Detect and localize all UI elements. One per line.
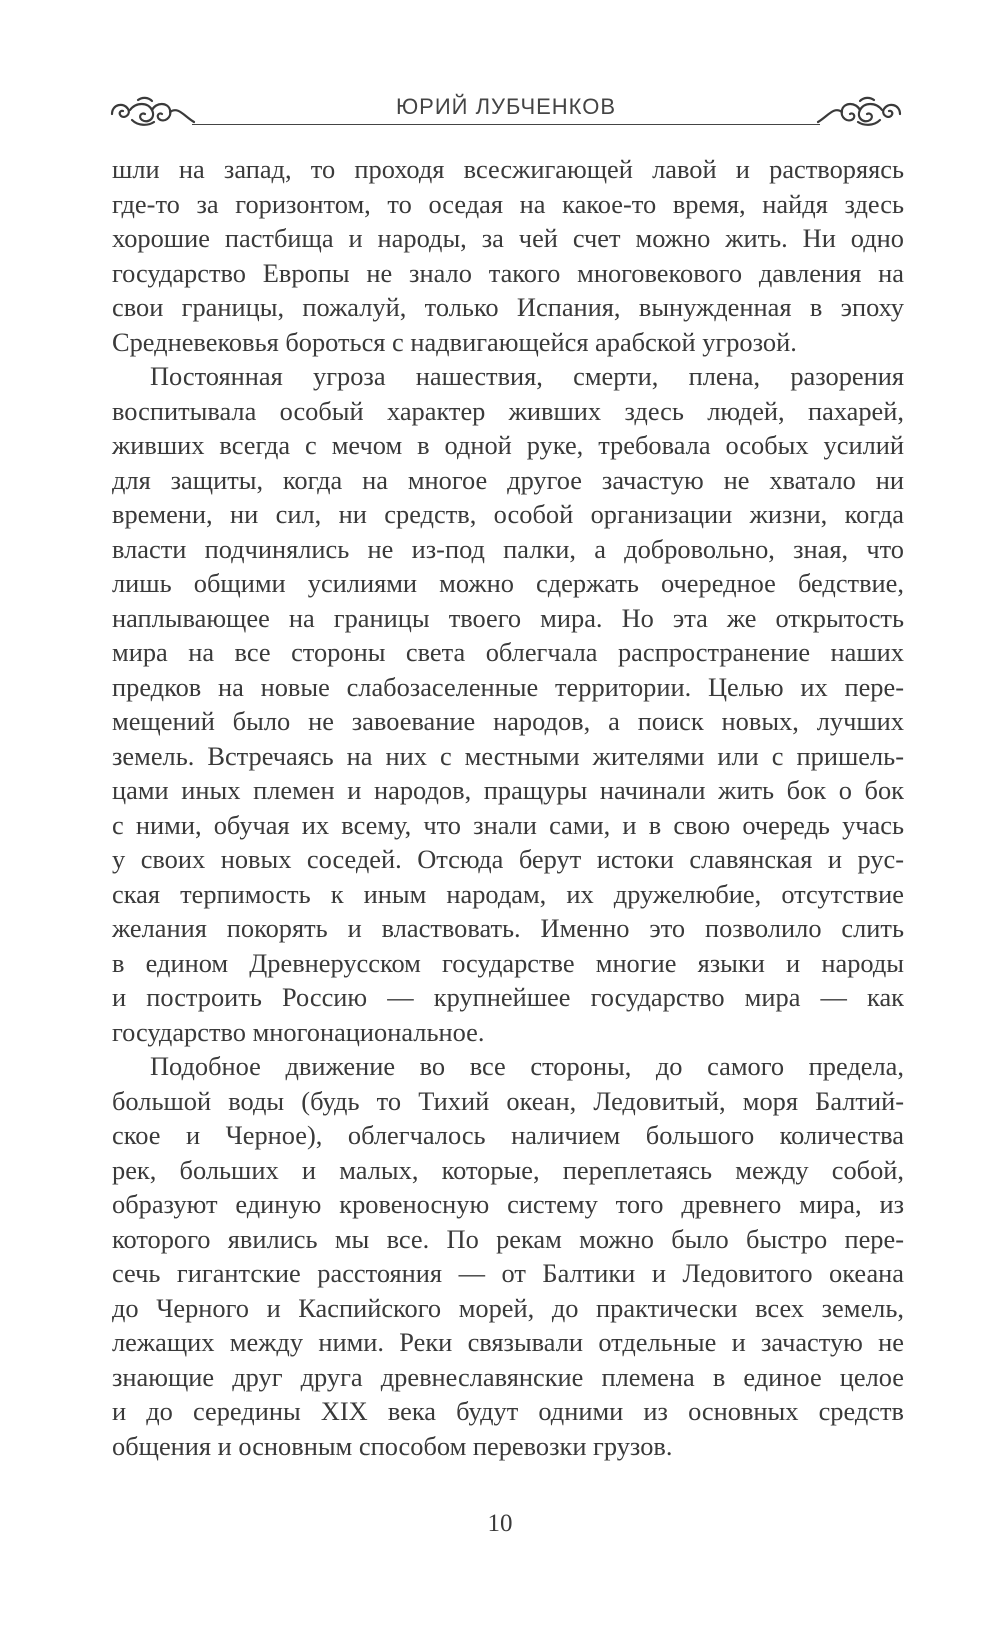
- text-line: Постоянная угроза нашествия, смерти, плена, разорения: [150, 361, 904, 391]
- text-line: предков на новые слабозаселенные территории. Целью их пере-: [112, 671, 904, 702]
- text-line: у своих новых соседей. Отсюда берут истоки славянская и рус-: [112, 844, 904, 874]
- running-head-author: ЮРИЙ ЛУБЧЕНКОВ: [395, 94, 617, 119]
- text-line: которого явились мы все. По рекам можно было быстро пере-: [112, 1223, 904, 1254]
- text-line: желания покорять и властвовать. Именно это позволило слить: [112, 913, 904, 943]
- scroll-ornament-icon: [812, 96, 904, 130]
- text-line: воспитывала особый характер живших здесь людей, пахарей,: [112, 395, 904, 426]
- text-line: рек, больших и малых, которые, переплетаясь между собой,: [112, 1154, 904, 1185]
- text-line: для защиты, когда на многое другое зачастую не хватало ни: [112, 464, 904, 495]
- text-line: мещений было не завоевание народов, а поиск новых, лучших: [112, 706, 904, 736]
- text-line: цами иных племен и народов, пращуры начинали жить бок о бок: [112, 775, 904, 805]
- text-line: времени, ни сил, ни средств, особой организации жизни, когда: [112, 499, 904, 529]
- text-line: ское и Черное), облегчалось наличием большого количества: [112, 1120, 904, 1150]
- text-line: и до середины XIX века будут одними из основных средств: [112, 1396, 904, 1426]
- text-line: власти подчинялись не из-под палки, а добровольно, зная, что: [112, 533, 904, 564]
- text-line: общения и основным способом перевозки грузов.: [112, 1430, 673, 1461]
- text-line: сечь гигантские расстояния — от Балтики и Ледовитого океана: [112, 1258, 904, 1288]
- text-line: наплывающее на границы твоего мира. Но эта же открытость: [112, 602, 904, 633]
- text-line: лежащих между ними. Реки связывали отдельные и зачастую не: [112, 1327, 904, 1357]
- text-line: большой воды (будь то Тихий океан, Ледовитый, моря Балтий-: [112, 1085, 904, 1116]
- running-head: [108, 92, 904, 140]
- text-line: земель. Встречаясь на них с местными жителями или с пришель-: [112, 740, 904, 771]
- text-line: в едином Древнерусском государстве многие языки и народы: [112, 947, 904, 978]
- text-line: шли на запад, то проходя всесжигающей лавой и растворяясь: [112, 154, 904, 184]
- text-line: Средневековья бороться с надвигающейся арабской угрозой.: [112, 326, 797, 357]
- text-line: хорошие пастбища и народы, за чей счет можно жить. Ни одно: [112, 223, 904, 253]
- body-text: [112, 152, 904, 1463]
- text-line: мира на все стороны света облегчала распространение наших: [112, 637, 904, 667]
- text-line: ская терпимость к иным народам, их дружелюбие, отсутствие: [112, 878, 904, 909]
- text-line: лишь общими усилиями можно сдержать очередное бедствие,: [112, 568, 904, 598]
- header-rule: [192, 124, 820, 125]
- text-line: с ними, обучая их всему, что знали сами, и в свою очередь учась: [112, 809, 904, 840]
- text-line: где-то за горизонтом, то оседая на какое-то время, найдя здесь: [112, 188, 904, 219]
- text-line: живших всегда с мечом в одной руке, требовала особых усилий: [112, 430, 904, 460]
- text-line: до Черного и Каспийского морей, до практически всех земель,: [112, 1292, 904, 1323]
- page-number: 10: [487, 1510, 513, 1537]
- text-line: государство многонациональное.: [112, 1016, 485, 1047]
- text-line: знающие друг друга древнеславянские племена в единое целое: [112, 1361, 904, 1392]
- text-line: образуют единую кровеносную систему того древнего мира, из: [112, 1189, 904, 1219]
- text-line: государство Европы не знало такого многовекового давления на: [112, 257, 904, 288]
- text-line: свои границы, пожалуй, только Испания, вынужденная в эпоху: [112, 292, 904, 322]
- text-line: Подобное движение во все стороны, до самого предела,: [150, 1051, 904, 1081]
- text-line: и построить Россию — крупнейшее государство мира — как: [112, 982, 904, 1012]
